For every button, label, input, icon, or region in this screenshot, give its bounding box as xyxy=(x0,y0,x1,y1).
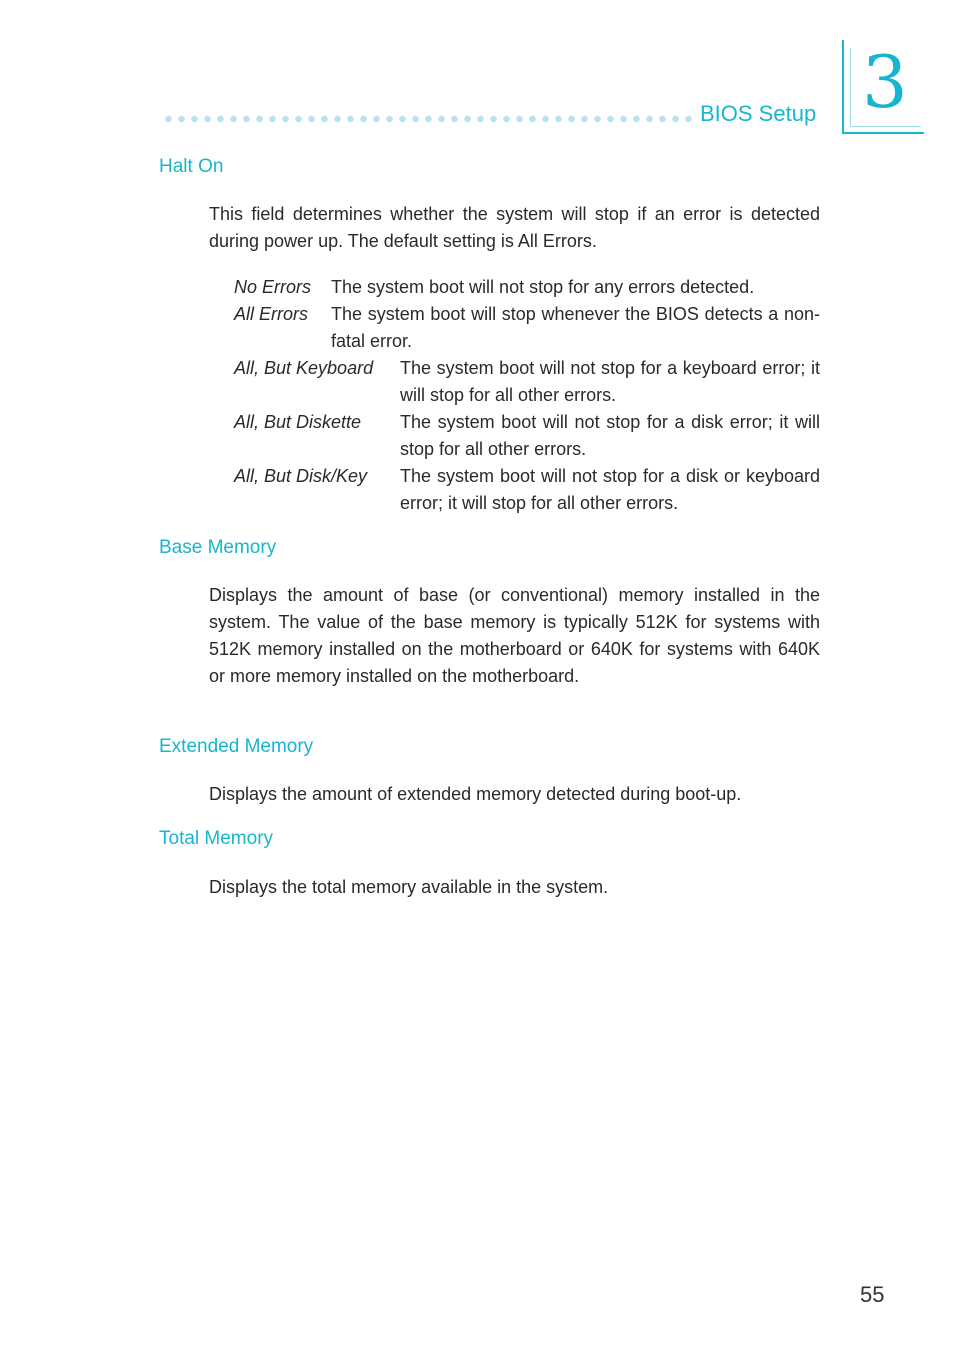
total-memory-description: Displays the total memory available in the system. xyxy=(209,877,609,897)
page-number: 55 xyxy=(860,1282,885,1307)
section-title: BIOS Setup xyxy=(700,101,817,126)
option-term: All, But Keyboard xyxy=(234,358,374,378)
base-memory-description: Displays the amount of base (or conventional) memory installed in the system. The value of the base memory is typically 512K for systems with 512K memory installed on the motherboard or 640K for systems with 640K or more memory installed on the motherboard. xyxy=(209,585,820,686)
option-term: All Errors xyxy=(234,304,309,324)
option-description: The system boot will not stop for a disk or keyboard error; it will stop for all other errors. xyxy=(400,466,820,513)
option-term: No Errors xyxy=(234,277,312,297)
halt-on-description: This field determines whether the system will stop if an error is detected during power up. The default setting is All Errors. xyxy=(209,204,820,251)
option-description: The system boot will not stop for any errors detected. xyxy=(331,277,755,297)
heading-halt-on: Halt On xyxy=(159,156,224,177)
option-term: All, But Disk/Key xyxy=(234,466,368,486)
chapter-number: 3 xyxy=(862,40,908,124)
option-description: The system boot will not stop for a disk error; it will stop for all other errors. xyxy=(400,412,820,459)
option-description: The system boot will not stop for a keyboard error; it will stop for all other errors. xyxy=(400,358,820,405)
heading-total-memory: Total Memory xyxy=(159,828,274,849)
heading-extended-memory: Extended Memory xyxy=(159,736,314,757)
option-term: All, But Diskette xyxy=(234,412,362,432)
extended-memory-description: Displays the amount of extended memory detected during boot-up. xyxy=(209,784,742,804)
option-description: The system boot will stop whenever the BIOS detects a non-fatal error. xyxy=(331,304,820,351)
header-dotted-rule xyxy=(162,114,692,124)
heading-base-memory: Base Memory xyxy=(159,537,277,558)
